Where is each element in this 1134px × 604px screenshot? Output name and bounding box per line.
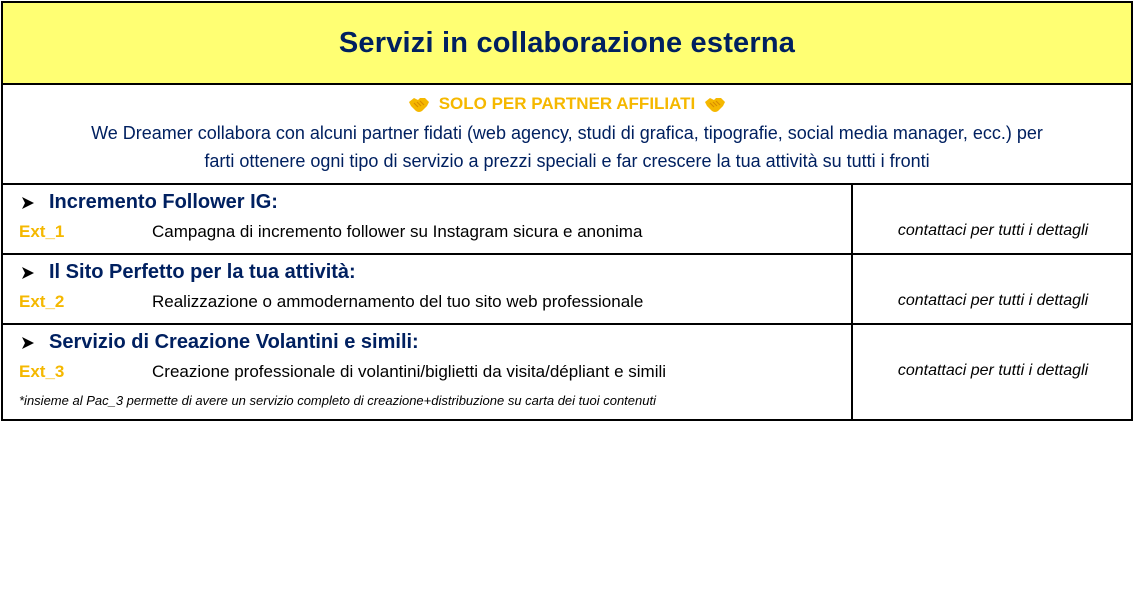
partner-badge bbox=[3, 94, 1131, 114]
service-heading bbox=[21, 261, 356, 284]
service-code: Ext_2 bbox=[19, 292, 65, 311]
service-row bbox=[3, 325, 1131, 419]
service-description: Campagna di incremento follower su Instagram sicura e anonima bbox=[152, 222, 643, 241]
service-heading bbox=[21, 191, 278, 214]
intro-text-line: farti ottenere ogni tipo di servizio a prezzi speciali e far crescere la tua attività su tutti i fronti bbox=[204, 151, 930, 171]
page-title: Servizi in collaborazione esterna bbox=[338, 26, 796, 59]
intro-section bbox=[3, 85, 1131, 185]
handshake-icon bbox=[407, 94, 431, 114]
service-row bbox=[3, 255, 1131, 325]
service-code: Ext_3 bbox=[19, 362, 65, 381]
handshake-icon bbox=[703, 94, 727, 114]
arrow-bullet-icon bbox=[21, 336, 35, 350]
service-heading-text: Il Sito Perfetto per la tua attività: bbox=[49, 261, 356, 283]
contact-note: contattaci per tutti i dettagli bbox=[897, 222, 1089, 239]
service-row bbox=[3, 185, 1131, 255]
contact-note: contattaci per tutti i dettagli bbox=[897, 292, 1089, 309]
column-divider bbox=[851, 185, 853, 253]
arrow-bullet-icon bbox=[21, 196, 35, 210]
service-description: Realizzazione o ammodernamento del tuo sito web professionale bbox=[152, 292, 644, 311]
service-heading-text: Servizio di Creazione Volantini e simili: bbox=[49, 331, 419, 353]
service-heading bbox=[21, 331, 419, 354]
intro-text-line: We Dreamer collabora con alcuni partner fidati (web agency, studi di grafica, tipografie, social media manager, ecc.) per bbox=[91, 123, 1043, 143]
service-footnote: *insieme al Pac_3 permette di avere un servizio completo di creazione+distribuzione su carta dei tuoi contenuti bbox=[19, 393, 656, 408]
title-bar bbox=[3, 3, 1131, 85]
service-heading-text: Incremento Follower IG: bbox=[49, 191, 278, 213]
column-divider bbox=[851, 255, 853, 323]
service-description: Creazione professionale di volantini/biglietti da visita/dépliant e simili bbox=[152, 362, 667, 381]
contact-note: contattaci per tutti i dettagli bbox=[897, 362, 1089, 379]
partner-label: SOLO PER PARTNER AFFILIATI bbox=[438, 94, 696, 113]
services-table bbox=[1, 1, 1133, 421]
service-code: Ext_1 bbox=[19, 222, 65, 241]
arrow-bullet-icon bbox=[21, 266, 35, 280]
